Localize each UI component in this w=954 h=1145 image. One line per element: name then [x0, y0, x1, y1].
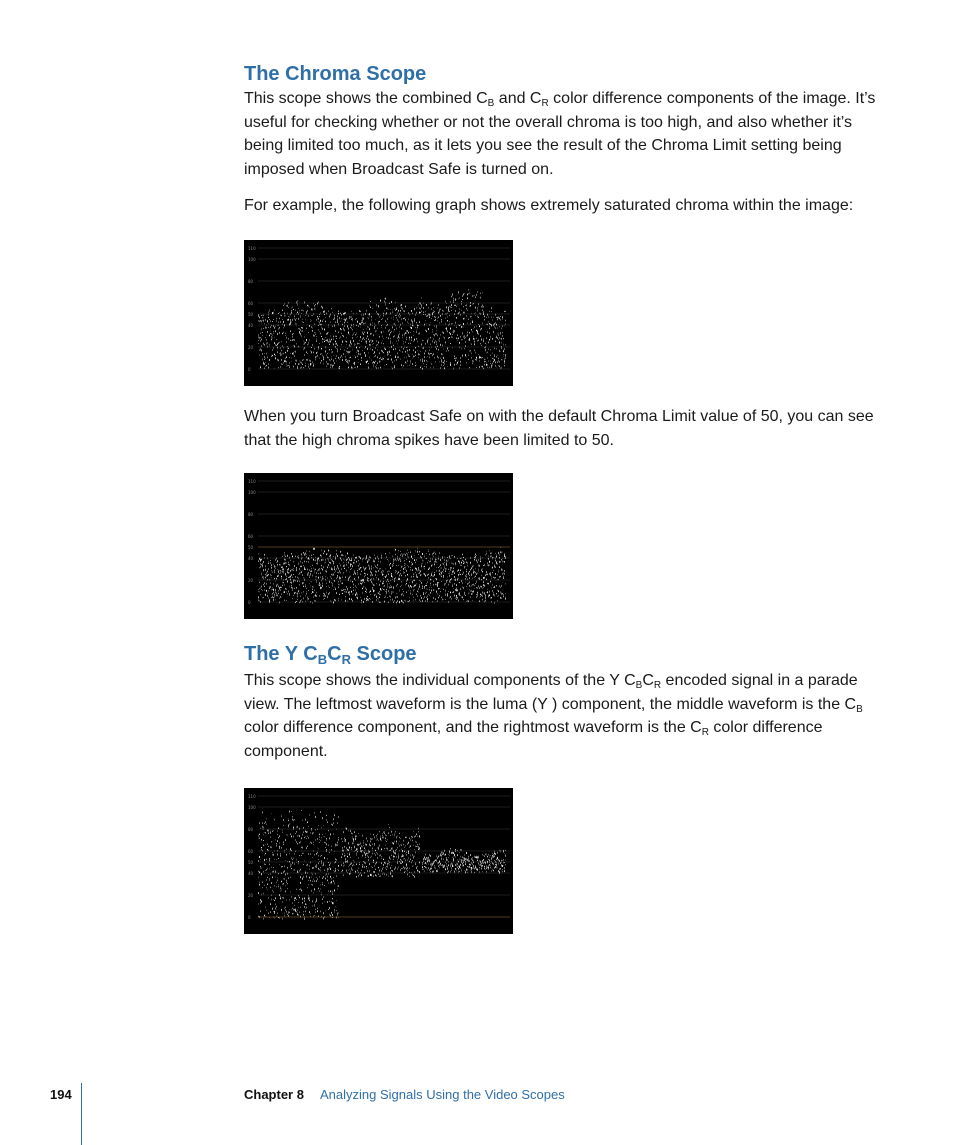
- scope-tick-label: 60: [248, 849, 254, 854]
- scope-tick-label: 20: [248, 345, 254, 350]
- scope-tick-label: 40: [248, 323, 254, 328]
- scope-tick-label: 0: [248, 600, 251, 605]
- scope-tick-label: 80: [248, 512, 254, 517]
- scope-tick-label: 60: [248, 301, 254, 306]
- scope-waveform: [258, 810, 339, 920]
- scope-tick-label: 80: [248, 279, 254, 284]
- scope-tick-label: 100: [248, 805, 256, 810]
- scope-tick-label: 20: [248, 578, 254, 583]
- footer-chapter-title: Analyzing Signals Using the Video Scopes: [320, 1087, 565, 1102]
- chroma-scope-image-saturated: [244, 240, 513, 386]
- scope-tick-label: 110: [248, 246, 256, 251]
- scope-tick-label: 80: [248, 827, 254, 832]
- paragraph-chroma-intro: This scope shows the combined $C_B$ and $C_R$ color difference components of the image. It’s useful for checking whether or not the overall chroma is too high, and also whether it’s being limited too much, as it lets you see the result of the Chroma Limit setting being imposed when Broadcast Safe is turned on.: [244, 90, 876, 178]
- paragraph-broadcast-safe: When you turn Broadcast Safe on with the default Chroma Limit value of 50, you can see that the high chroma spikes have been limited to 50.: [244, 408, 874, 449]
- chroma-scope-image-limited: [244, 473, 513, 619]
- paragraph-ycbcr-description: This scope shows the individual components of the Y $C_BC_R$ encoded signal in a parade view. The leftmost waveform is the luma (Y ) component, the middle waveform is the $C_B$ color difference component, and the rightmost waveform is the $C_R$ color difference component.: [244, 672, 863, 760]
- scope-waveform: [422, 848, 506, 874]
- scope-tick-label: 40: [248, 556, 254, 561]
- scope-tick-label: 50: [248, 545, 254, 550]
- scope-tick-label: 110: [248, 479, 256, 484]
- scope-tick-label: 100: [248, 490, 256, 495]
- scope-tick-label: 0: [248, 915, 251, 920]
- scope-tick-label: 20: [248, 893, 254, 898]
- ycbcr-parade-scope-image: [244, 788, 513, 934]
- heading-ycbcr-scope: The Y $C_BC_R$ Scope: [244, 643, 417, 667]
- page-number: 194: [50, 1087, 72, 1102]
- footer-divider: [81, 1083, 82, 1145]
- scope-tick-label: 40: [248, 871, 254, 876]
- paragraph-example: For example, the following graph shows extremely saturated chroma within the image:: [244, 197, 854, 214]
- heading-chroma-scope: The Chroma Scope: [244, 63, 427, 85]
- scope-tick-label: 50: [248, 860, 254, 865]
- scope-waveform: [258, 547, 506, 604]
- scope-tick-label: 100: [248, 257, 256, 262]
- scope-tick-label: 50: [248, 312, 254, 317]
- scope-tick-label: 60: [248, 534, 254, 539]
- footer-chapter-label: Chapter 8: [244, 1087, 304, 1102]
- scope-tick-label: 110: [248, 794, 256, 799]
- scope-tick-label: 0: [248, 367, 251, 372]
- scope-waveform: [258, 289, 506, 370]
